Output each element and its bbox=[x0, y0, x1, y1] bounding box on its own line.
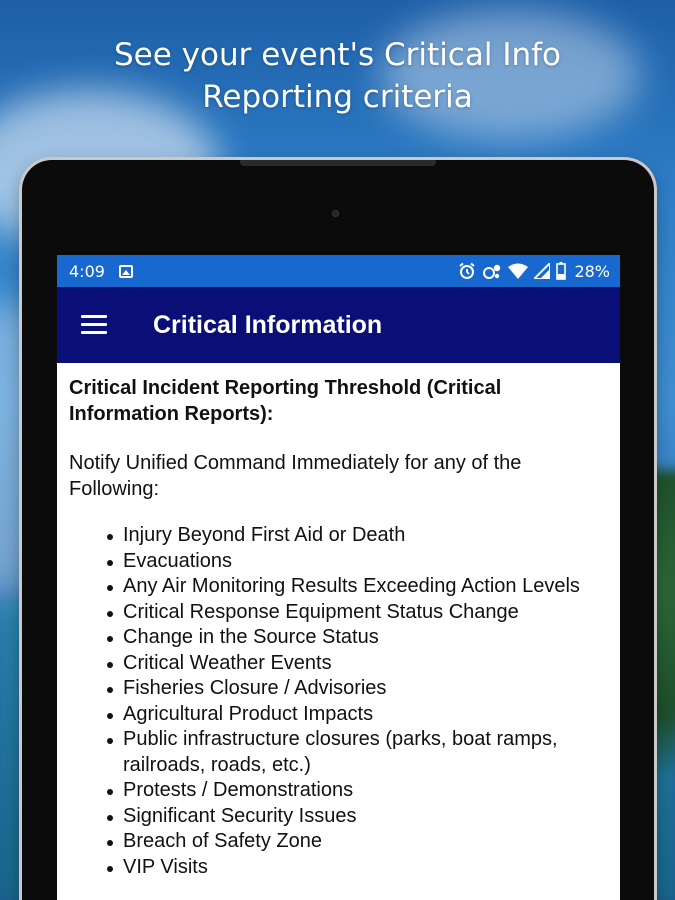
signal-icon bbox=[534, 263, 550, 279]
criteria-list bbox=[69, 523, 608, 880]
page-title: Critical Information bbox=[153, 310, 383, 339]
list-item: Evacuations bbox=[123, 549, 608, 575]
battery-percent: 28% bbox=[574, 261, 610, 281]
promo-headline: See your event's Critical Info Reporting criteria bbox=[113, 37, 561, 115]
list-item: Public infrastructure closures (parks, boat ramps, railroads, roads, etc.) bbox=[123, 727, 608, 778]
list-item: Critical Response Equipment Status Change bbox=[123, 600, 608, 626]
hamburger-menu-icon[interactable] bbox=[81, 315, 107, 335]
list-item: Any Air Monitoring Results Exceeding Action Levels bbox=[123, 574, 608, 600]
list-item: Change in the Source Status bbox=[123, 625, 608, 651]
list-item: VIP Visits bbox=[123, 855, 608, 881]
wifi-icon bbox=[508, 263, 528, 279]
battery-icon bbox=[556, 262, 566, 280]
list-item: Critical Weather Events bbox=[123, 651, 608, 677]
list-item: Fisheries Closure / Advisories bbox=[123, 676, 608, 702]
list-item: Agricultural Product Impacts bbox=[123, 702, 608, 728]
list-item: Protests / Demonstrations bbox=[123, 778, 608, 804]
alarm-icon bbox=[458, 262, 476, 280]
image-icon bbox=[119, 265, 133, 278]
data-saver-icon bbox=[482, 262, 502, 280]
tablet-device-frame bbox=[22, 160, 654, 900]
list-item: Injury Beyond First Aid or Death bbox=[123, 523, 608, 549]
tablet-notch bbox=[240, 160, 436, 166]
front-camera-icon bbox=[332, 210, 339, 217]
app-toolbar bbox=[57, 287, 620, 363]
status-time: 4:09 bbox=[69, 261, 105, 281]
threshold-heading: Critical Incident Reporting Threshold (Critical Information Reports): bbox=[69, 377, 502, 425]
list-item: Breach of Safety Zone bbox=[123, 829, 608, 855]
notify-intro-text: Notify Unified Command Immediately for any of the Following: bbox=[69, 452, 522, 500]
list-item: Significant Security Issues bbox=[123, 804, 608, 830]
app-screen bbox=[57, 255, 620, 900]
status-bar bbox=[57, 255, 620, 287]
critical-info-content bbox=[57, 363, 620, 880]
